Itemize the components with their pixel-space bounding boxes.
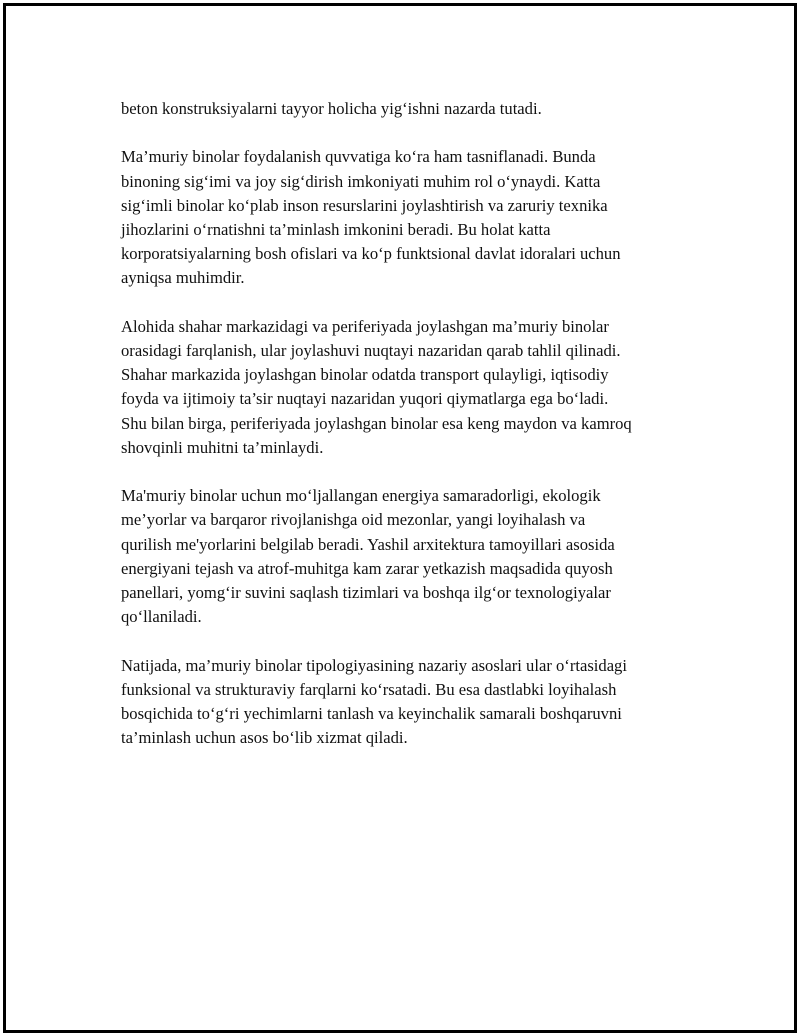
paragraph-4: Ma'muriy binolar uchun mo‘ljallangan energiya samaradorligi, ekologik me’yorlar va barqaror rivojlanishga oid mezonlar, yangi loyihalash va qurilish me'yorlarini belgilab beradi. Yashil arxitektura tamoyillari asosida energiyani tejash va atrof-muhitga kam zarar yetkazish maqsadida quyosh panellari, yomg‘ir suvini saqlash tizimlari va boshqa ilg‘or texnologiyalar qo‘llaniladi. [121, 486, 615, 627]
document-page [3, 3, 797, 1033]
document-body [121, 97, 701, 775]
paragraph-1: beton konstruksiyalarni tayyor holicha yig‘ishni nazarda tutadi. [121, 99, 542, 118]
paragraph-3: Alohida shahar markazidagi va periferiyada joylashgan ma’muriy binolar orasidagi farqlanish, ular joylashuvi nuqtayi nazaridan qarab tahlil qilinadi. Shahar markazida joylashgan binolar odatda transport qulayligi, iqtisodiy foyda va ijtimoiy ta’sir nuqtayi nazaridan yuqori qiymatlarga ega bo‘ladi. Shu bilan birga, periferiyada joylashgan binolar esa keng maydon va kamroq shovqinli muhitni ta’minlaydi. [121, 316, 632, 457]
paragraph-2: Ma’muriy binolar foydalanish quvvatiga ko‘ra ham tasniflanadi. Bunda binoning sig‘imi va joy sig‘dirish imkoniyati muhim rol o‘ynaydi. Katta sig‘imli binolar ko‘plab inson resurslarini joylashtirish va zaruriy texnika jihozlarini o‘rnatishni ta’minlash imkonini beradi. Bu holat katta korporatsiyalarning bosh ofislari va ko‘p funktsional davlat idoralari uchun ayniqsa muhimdir. [121, 147, 621, 288]
paragraph-5: Natijada, ma’muriy binolar tipologiyasining nazariy asoslari ular o‘rtasidagi funksional va strukturaviy farqlarni ko‘rsatadi. Bu esa dastlabki loyihalash bosqichida to‘g‘ri yechimlarni tanlash va keyinchalik samarali boshqaruvni ta’minlash uchun asos bo‘lib xizmat qiladi. [121, 655, 627, 748]
